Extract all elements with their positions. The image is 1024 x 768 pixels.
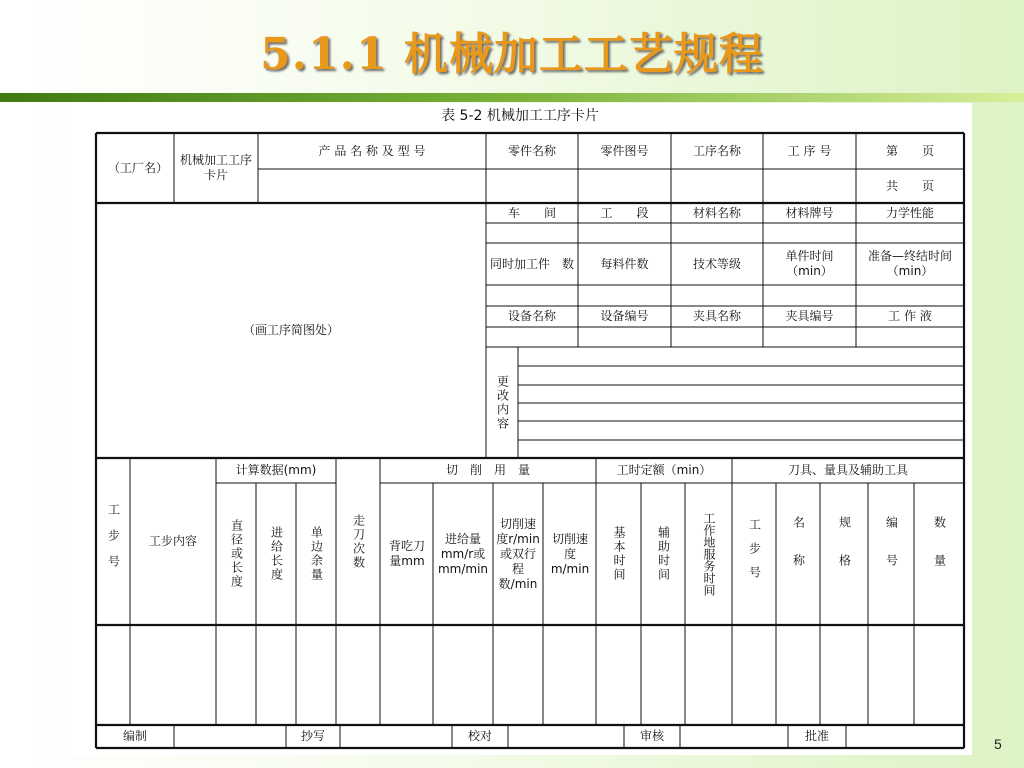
step-no-header: 工步号 — [106, 503, 121, 581]
part-drawing-cell: 零件图号 — [600, 143, 649, 158]
speed-m-header: 切削速度m/min — [550, 531, 590, 576]
material-name-cell: 材料名称 — [692, 205, 741, 220]
approved-label: 批准 — [804, 729, 829, 743]
change-content-cell: 更改内容 — [495, 375, 510, 431]
fixture-name-cell: 夹具名称 — [692, 309, 741, 323]
workshop-cell: 车 间 — [507, 205, 556, 220]
allowance-header: 单边余量 — [309, 526, 324, 582]
diameter-header: 直径或长度 — [229, 519, 244, 589]
card-name-cell: 机械加工工序卡片 — [180, 153, 253, 182]
product-name-cell: 产 品 名 称 及 型 号 — [318, 143, 426, 158]
process-no-cell: 工 序 号 — [787, 143, 832, 158]
process-name-cell: 工序名称 — [692, 143, 741, 158]
tool-qty-header: 数量 — [932, 516, 947, 592]
reviewed-label: 审核 — [639, 729, 664, 743]
coolant-cell: 工 作 液 — [888, 309, 932, 323]
blanks-cell: 每料件数 — [600, 256, 649, 271]
equip-no-cell: 设备编号 — [600, 309, 649, 323]
page-no-cell: 第 页 — [885, 143, 934, 158]
sketch-area: （画工序简图处） — [242, 323, 339, 337]
tool-name-header: 名称 — [791, 516, 806, 592]
service-time-header: 工作地服务时间 — [702, 512, 716, 596]
calc-data-header: 计算数据(mm) — [235, 463, 317, 477]
speed-rpm-header: 切削速度r/min或双行程数/min — [496, 516, 540, 591]
prep-time-cell: 准备—终结时间（min） — [867, 249, 952, 278]
passes-header: 走刀次数 — [351, 514, 366, 570]
checked-label: 校对 — [467, 729, 492, 743]
tools-header: 刀具、量具及辅助工具 — [787, 463, 908, 477]
compiled-label: 编制 — [122, 729, 147, 743]
time-quota-header: 工时定额（min） — [616, 463, 712, 477]
tool-no-header: 编号 — [884, 516, 899, 592]
slide-title: 5.1.1 机械加工工艺规程 — [260, 29, 764, 80]
fixture-no-cell: 夹具编号 — [785, 309, 834, 323]
depth-header: 背吃刀量mm — [388, 539, 425, 568]
feed-rate-header: 进给量mm/r或mm/min — [437, 531, 489, 576]
basic-time-header: 基本时间 — [612, 526, 626, 582]
tech-level-cell: 技术等级 — [692, 256, 741, 271]
tool-step-header: 工步号 — [747, 518, 762, 590]
section-cell: 工 段 — [600, 205, 649, 220]
cutting-header: 切 削 用 量 — [445, 463, 530, 477]
step-content-header: 工步内容 — [148, 534, 197, 548]
mechanical-cell: 力学性能 — [885, 205, 934, 220]
equip-name-cell: 设备名称 — [507, 309, 556, 323]
factory-name-cell: （工厂名） — [108, 160, 169, 175]
aux-time-header: 辅助时间 — [656, 526, 671, 582]
copied-label: 抄写 — [300, 729, 325, 743]
part-name-cell: 零件名称 — [507, 143, 556, 158]
material-grade-cell: 材料牌号 — [785, 205, 834, 220]
process-card-table — [68, 103, 972, 755]
tool-spec-header: 规格 — [837, 516, 852, 592]
simultaneous-cell: 同时加工件 数 — [490, 256, 575, 271]
table-caption: 表 5-2 机械加工工序卡片 — [441, 108, 599, 124]
page-number: 5 — [994, 736, 1002, 752]
feed-length-header: 进给长度 — [269, 526, 284, 582]
title-divider-bar — [0, 93, 1024, 102]
page-total-cell: 共 页 — [885, 178, 934, 193]
unit-time-cell: 单件时间（min） — [785, 249, 834, 278]
